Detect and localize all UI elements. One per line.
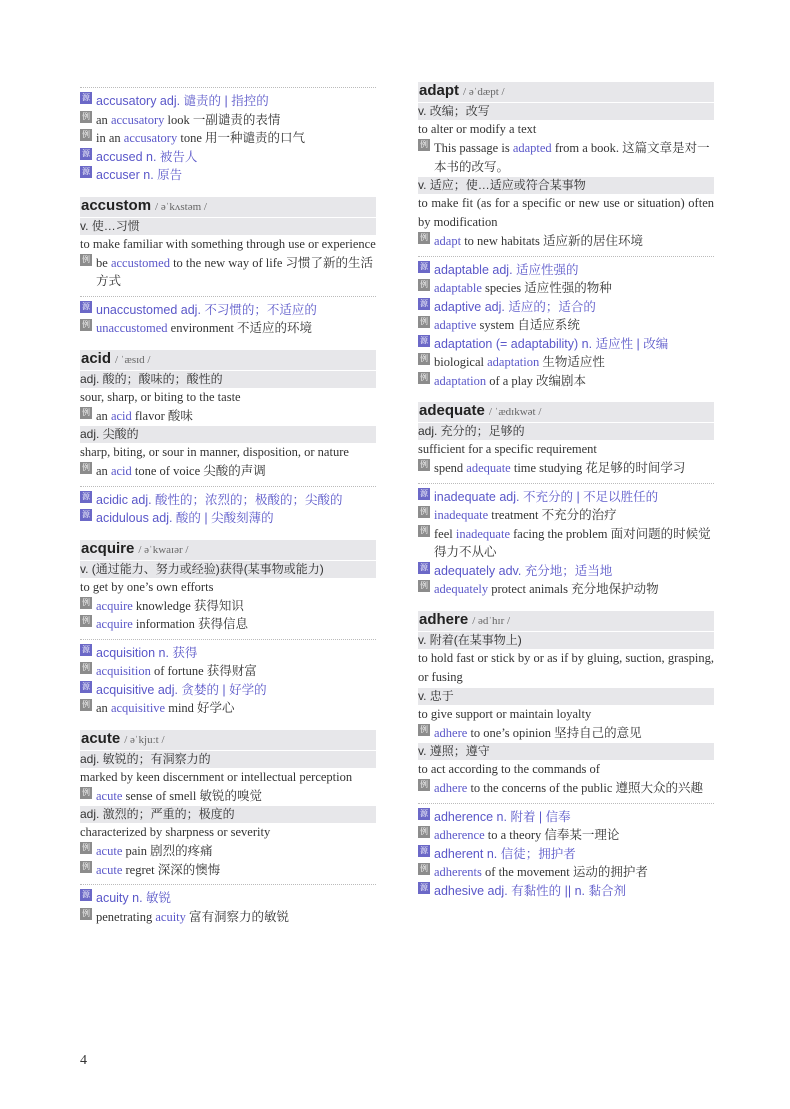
headword-highlight: accused n. 被告人: [96, 149, 198, 164]
headword-highlight: adaptation (= adaptability) n. 适应性 | 改编: [434, 336, 669, 351]
headword-highlight: adaptation: [487, 355, 540, 369]
headword-highlight: acute: [96, 844, 123, 858]
example-line: [418, 353, 714, 372]
example-line: [80, 111, 376, 130]
example-line: [418, 580, 714, 599]
definition: to hold fast or stick by or as if by gluing, suction, grasping, or fusing: [418, 650, 714, 684]
headword-highlight: acid: [110, 464, 132, 478]
example-line: [418, 506, 714, 525]
item-text: [96, 615, 376, 634]
phonetic: / əˈkʌstəm /: [155, 200, 207, 213]
headword: accustom: [81, 196, 152, 214]
derived-word: [418, 488, 714, 507]
text-span: 富有洞察力的敏锐: [185, 909, 290, 924]
item-text: [434, 562, 714, 581]
item-text: [96, 509, 376, 528]
text-span: species 适应性强的物种: [481, 281, 612, 295]
entry-acid: [80, 350, 376, 528]
definition: sufficient for a specific requirement: [418, 442, 597, 456]
text-span: of fortune 获得财富: [150, 664, 257, 678]
sense-label: v. 附着(在某事物上): [418, 631, 714, 649]
headword-highlight: acquisitive: [110, 701, 166, 715]
entry-headword: [80, 197, 376, 217]
headword-highlight: acute: [96, 862, 123, 877]
headword-highlight: unaccustomed: [96, 321, 168, 335]
derived-word: [418, 261, 714, 280]
headword-highlight: unaccustomed adj. 不习惯的；不适应的: [96, 302, 317, 317]
headword-highlight: accusatory: [123, 131, 178, 145]
example-icon: 例: [82, 111, 90, 121]
example-line: [80, 842, 376, 861]
example-line: [80, 861, 376, 880]
headword-highlight: accustomed: [110, 255, 170, 270]
example-icon: 例: [82, 463, 90, 472]
example-line: [418, 372, 714, 391]
headword-highlight: adherents: [434, 865, 482, 879]
example-line: [80, 908, 376, 927]
example-icon: 例: [82, 787, 90, 797]
sense-label: v. 使…习惯: [80, 217, 376, 235]
headword-highlight: acquisition: [96, 664, 151, 678]
text-span: system 自适应系统: [476, 318, 580, 332]
phonetic: / əˈkwaɪər /: [138, 543, 189, 556]
headword: adequate: [419, 402, 485, 419]
headword-highlight: accuser n. 原告: [96, 168, 183, 182]
text-span: facing the problem 面对问题的时候觉得力不从心: [434, 526, 711, 559]
example-icon: 例: [420, 233, 428, 242]
headword: adapt: [419, 82, 460, 99]
item-text: [434, 488, 714, 507]
item-text: [434, 372, 714, 391]
item-text: [434, 298, 714, 317]
derivation-icon: 源: [82, 167, 90, 176]
text-span: to a theory 信奉某一理论: [484, 828, 620, 842]
derived-word: [80, 491, 376, 510]
item-text: [434, 779, 714, 798]
item-text: [96, 319, 376, 338]
derivation-icon: 源: [420, 298, 428, 308]
item-text: [96, 111, 376, 130]
sense-label: v. (通过能力、努力或经验)获得(某事物或能力): [80, 560, 376, 578]
headword: adhere: [419, 610, 469, 628]
example-line: [80, 662, 376, 681]
example-icon: 例: [82, 616, 90, 625]
item-text: [96, 148, 376, 167]
headword-highlight: inadequate: [455, 526, 510, 541]
text-span: tone of voice 尖酸的声调: [131, 464, 266, 478]
headword-highlight: adaptable: [434, 281, 482, 295]
derived-word: [80, 301, 376, 320]
divider: [80, 884, 376, 885]
sense-label: adj. 尖酸的: [80, 425, 376, 443]
derivation-icon: 源: [420, 261, 428, 271]
example-icon: 例: [82, 407, 90, 417]
page-number: 4: [80, 1053, 87, 1068]
example-icon: 例: [420, 280, 428, 289]
derivation-icon: 源: [82, 681, 90, 691]
derivation-icon: 源: [82, 510, 90, 519]
headword: acute: [81, 729, 121, 747]
definition: sour, sharp, or biting to the taste: [80, 389, 241, 404]
text-span: of the movement 运动的拥护者: [481, 865, 648, 879]
text-span: 生物适应性: [539, 355, 605, 369]
example-icon: 例: [82, 663, 90, 672]
example-line: [418, 316, 714, 335]
text-span: look 一副谴责的表情: [164, 112, 281, 127]
left-column: [80, 82, 376, 926]
derivation-icon: 源: [420, 562, 428, 572]
text-span: knowledge 获得知识: [132, 598, 244, 613]
divider: [80, 296, 376, 297]
text-span: from a book. 这篇文章是对一本书的改写。: [434, 141, 710, 174]
item-text: [96, 889, 376, 908]
derived-word: [80, 166, 376, 185]
text-span: an: [96, 408, 111, 423]
item-text: [96, 407, 376, 426]
headword-highlight: adequate: [466, 461, 511, 475]
item-text: [434, 459, 714, 478]
item-text: [434, 882, 714, 901]
definition: to act according to the commands of: [418, 762, 600, 776]
headword-highlight: acquire: [96, 617, 133, 631]
divider: [80, 486, 376, 487]
sense-label: v. 遵照；遵守: [418, 742, 714, 760]
text-span: treatment 不充分的治疗: [488, 508, 617, 522]
derived-word: [418, 882, 714, 901]
derivation-icon: 源: [82, 301, 90, 311]
divider: [80, 639, 376, 640]
example-line: [80, 254, 376, 291]
example-line: [80, 699, 376, 718]
example-icon: 例: [82, 908, 90, 918]
derived-word: [418, 335, 714, 354]
sense-label: adj. 敏锐的；有洞察力的: [80, 750, 376, 768]
text-span: an: [96, 112, 111, 127]
item-text: [434, 316, 714, 335]
derivation-icon: 源: [82, 93, 90, 102]
derivation-icon: 源: [82, 644, 90, 654]
example-icon: 例: [420, 864, 428, 873]
item-text: [434, 580, 714, 599]
phonetic: / ˈæsɪd /: [115, 353, 151, 366]
text-span: an: [96, 464, 111, 478]
phonetic: / ˈædɪkwət /: [488, 406, 542, 418]
definition: to make fit (as for a specific or new use or situation) often by modification: [418, 196, 714, 229]
derivation-icon: 源: [420, 882, 428, 892]
headword-highlight: adherence n. 附着 | 信奉: [434, 809, 571, 824]
divider: [418, 483, 714, 484]
example-icon: 例: [82, 254, 90, 264]
example-line: [80, 787, 376, 806]
headword-highlight: acute: [96, 788, 123, 803]
derivation-icon: 源: [420, 488, 428, 498]
example-line: [80, 462, 376, 481]
item-text: [96, 462, 376, 481]
item-text: [434, 826, 714, 845]
headword-highlight: adhesive adj. 有黏性的 || n. 黏合剂: [434, 883, 626, 898]
example-line: [80, 129, 376, 148]
headword-highlight: adequately: [434, 582, 489, 596]
headword-highlight: acid: [110, 408, 132, 423]
example-icon: 例: [420, 317, 428, 326]
derived-word: [418, 562, 714, 581]
headword-highlight: adaptive adj. 适应的；适合的: [434, 299, 596, 314]
item-text: [434, 261, 714, 280]
item-text: [96, 787, 376, 806]
text-span: This passage is: [434, 141, 513, 155]
headword-highlight: inadequate adj. 不充分的 | 不足以胜任的: [434, 489, 659, 504]
headword-highlight: adaptation: [434, 373, 487, 388]
example-icon: 例: [82, 861, 90, 871]
headword-highlight: adhere: [434, 725, 468, 740]
sense-label: v. 适应；使…适应或符合某事物: [418, 176, 714, 194]
item-text: [434, 232, 714, 251]
sense-label: adj. 酸的；酸味的；酸性的: [80, 370, 376, 388]
headword-highlight: acquisitive adj. 贪婪的 | 好学的: [96, 682, 267, 697]
text-span: biological: [434, 355, 488, 369]
headword-highlight: adapt: [434, 234, 462, 248]
text-span: pain 剧烈的疼痛: [122, 844, 213, 858]
text-span: to the concerns of the public 遵照大众的兴趣: [467, 781, 704, 795]
entry-adequate: [418, 402, 714, 599]
text-span: to the new way of life 习惯了新的生活方式: [96, 255, 374, 288]
example-line: [80, 319, 376, 338]
divider: [80, 87, 376, 88]
derived-word: [418, 808, 714, 827]
entry-headword: [80, 350, 376, 370]
item-text: [434, 506, 714, 525]
headword-highlight: accusatory adj. 谴责的 | 指控的: [96, 94, 269, 108]
derived-word: [80, 92, 376, 111]
text-span: feel: [434, 526, 456, 541]
example-line: [418, 826, 714, 845]
derivation-icon: 源: [82, 148, 90, 158]
text-span: time studying 花足够的时间学习: [510, 461, 686, 475]
entry-adapt: [418, 82, 714, 390]
example-icon: 例: [82, 320, 90, 329]
phonetic: / əˈdæpt /: [463, 86, 505, 98]
example-icon: 例: [420, 827, 428, 836]
definition: characterized by sharpness or severity: [80, 825, 271, 839]
derived-word: [80, 889, 376, 908]
divider: [418, 803, 714, 804]
sense-label: adj. 充分的；足够的: [418, 422, 714, 440]
example-line: [418, 525, 714, 562]
entry-acquire: [80, 540, 376, 718]
text-span: to one’s opinion 坚持自己的意见: [467, 725, 642, 740]
text-span: mind 好学心: [165, 701, 235, 715]
item-text: [96, 662, 376, 681]
definition: to make familiar with something through use or experience: [80, 236, 376, 251]
item-text: [434, 724, 714, 743]
definition: to give support or maintain loyalty: [418, 706, 592, 721]
definition: marked by keen discernment or intellectual perception: [80, 769, 353, 784]
example-line: [418, 459, 714, 478]
derived-word: [80, 148, 376, 167]
text-span: information 获得信息: [132, 617, 249, 631]
entry-headword: [418, 82, 714, 102]
sense-label: v. 改编；改写: [418, 102, 714, 120]
text-span: tone 用一种谴责的口气: [177, 131, 306, 145]
headword-highlight: acquire: [96, 598, 133, 613]
item-text: [96, 92, 376, 111]
derivation-icon: 源: [420, 808, 428, 818]
item-text: [96, 681, 376, 700]
item-text: [434, 808, 714, 827]
entry-headword: [418, 402, 714, 422]
example-line: [418, 724, 714, 743]
headword-highlight: adaptable adj. 适应性强的: [434, 262, 579, 277]
text-span: an: [96, 701, 111, 715]
phonetic: / ədˈhɪr /: [472, 614, 511, 627]
example-icon: 例: [82, 700, 90, 709]
definition: to get by one’s own efforts: [80, 579, 214, 594]
right-column: [418, 82, 714, 900]
item-text: [434, 139, 714, 176]
entry-headword: [80, 730, 376, 750]
example-icon: 例: [420, 525, 428, 535]
example-icon: 例: [420, 354, 428, 363]
text-span: regret 深深的懊悔: [122, 862, 221, 877]
definition: to alter or modify a text: [418, 122, 537, 136]
derivation-icon: 源: [82, 890, 90, 899]
item-text: [96, 166, 376, 185]
entry-acute: [80, 730, 376, 927]
headword-highlight: acuity: [155, 909, 186, 924]
example-icon: 例: [420, 372, 428, 382]
definition: sharp, biting, or sour in manner, disposition, or nature: [80, 445, 349, 459]
headword-highlight: acidulous adj. 酸的 | 尖酸刻薄的: [96, 511, 274, 525]
entry-adhere: [418, 611, 714, 901]
derived-word: [80, 644, 376, 663]
item-text: [96, 129, 376, 148]
derived-word: [418, 298, 714, 317]
item-text: [434, 863, 714, 882]
text-span: penetrating: [96, 909, 156, 924]
item-text: [434, 279, 714, 298]
item-text: [96, 254, 376, 291]
item-text: [96, 597, 376, 616]
item-text: [96, 644, 376, 663]
item-text: [434, 525, 714, 562]
headword-highlight: adequately adv. 充分地；适当地: [434, 563, 613, 578]
headword: acid: [81, 349, 112, 367]
headword-highlight: adherent n. 信徒；拥护者: [434, 846, 576, 861]
derived-word: [80, 681, 376, 700]
example-line: [418, 863, 714, 882]
headword: acquire: [81, 539, 135, 557]
item-text: [434, 845, 714, 864]
derivation-icon: 源: [420, 335, 428, 345]
example-line: [418, 279, 714, 298]
headword-highlight: accusatory: [110, 112, 165, 127]
example-icon: 例: [420, 780, 428, 789]
text-span: in an: [96, 131, 124, 145]
item-text: [96, 491, 376, 510]
headword-highlight: acidic adj. 酸性的；浓烈的；极酸的；尖酸的: [96, 492, 343, 507]
divider: [418, 256, 714, 257]
example-line: [80, 407, 376, 426]
example-icon: 例: [82, 597, 90, 607]
headword-highlight: acquisition n. 获得: [96, 645, 198, 660]
derived-word: [418, 845, 714, 864]
example-line: [80, 615, 376, 634]
item-text: [96, 908, 376, 927]
example-icon: 例: [420, 581, 428, 590]
entry-headword: [80, 540, 376, 560]
text-span: environment 不适应的环境: [167, 321, 312, 335]
example-icon: 例: [420, 724, 428, 734]
text-span: spend: [434, 461, 467, 475]
text-span: to new habitats 适应新的居住环境: [461, 234, 644, 248]
item-text: [96, 699, 376, 718]
text-span: protect animals 充分地保护动物: [488, 582, 659, 596]
example-icon: 例: [420, 140, 428, 149]
item-text: [434, 353, 714, 372]
derivation-icon: 源: [420, 845, 428, 855]
headword-highlight: acuity n. 敏锐: [96, 891, 172, 905]
example-line: [418, 232, 714, 251]
headword-highlight: inadequate: [434, 508, 489, 522]
sense-label: adj. 激烈的；严重的；极度的: [80, 805, 376, 823]
entry-accustom: [80, 197, 376, 338]
example-icon: 例: [82, 843, 90, 852]
headword-highlight: adherence: [434, 828, 485, 842]
example-icon: 例: [420, 460, 428, 469]
item-text: [96, 301, 376, 320]
entry-headword: [418, 611, 714, 631]
example-line: [418, 139, 714, 176]
derivation-icon: 源: [82, 491, 90, 501]
headword-highlight: adaptive: [434, 318, 477, 332]
derived-word: [80, 509, 376, 528]
example-icon: 例: [420, 507, 428, 516]
headword-highlight: adhere: [434, 781, 468, 795]
example-line: [80, 597, 376, 616]
item-text: [96, 842, 376, 861]
text-span: flavor 酸味: [131, 408, 193, 423]
headword-highlight: adapted: [512, 141, 552, 155]
item-text: [96, 861, 376, 880]
item-text: [434, 335, 714, 354]
text-span: sense of smell 敏锐的嗅觉: [122, 788, 262, 803]
example-line: [418, 779, 714, 798]
text-span: of a play 改编剧本: [486, 373, 587, 388]
text-span: be: [96, 255, 111, 270]
sense-label: v. 忠于: [418, 687, 714, 705]
phonetic: / əˈkjuːt /: [124, 733, 165, 746]
example-icon: 例: [82, 130, 90, 139]
